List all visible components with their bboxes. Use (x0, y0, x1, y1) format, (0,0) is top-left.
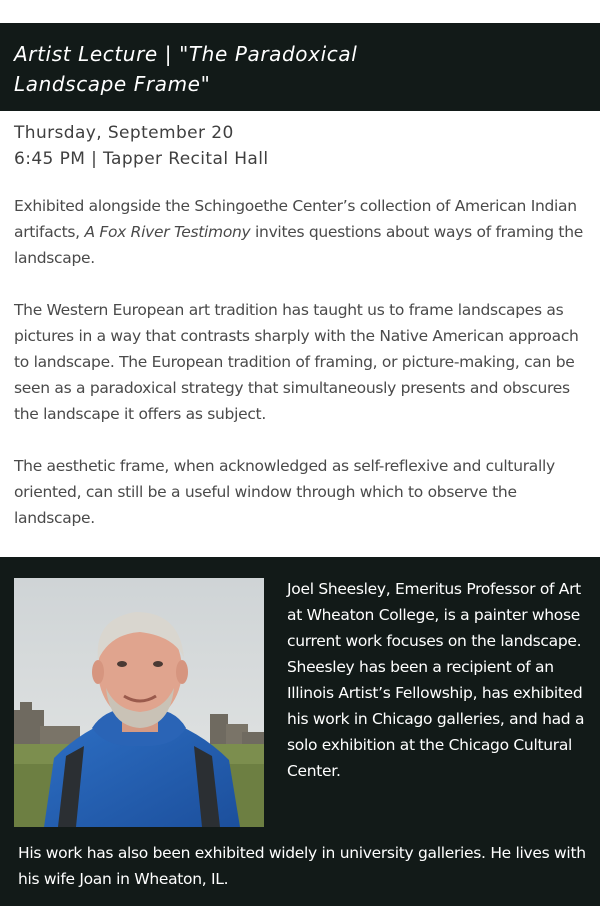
title-banner (0, 23, 600, 111)
lecture-title (14, 39, 586, 99)
paragraph-1-intro: Exhibited alongside the Schingoethe Center’s collection of American Indian artifacts, (14, 197, 577, 241)
paragraph-1-end: invites questions about ways of framing the landscape. (14, 223, 583, 267)
description-paragraph-2: The Western European art tradition has taught us to frame landscapes as pictures in a way that contrasts sharply with the Native American approach to landscape. The European tradition of framing, or picture-making, can be seen as a paradoxical strategy that simultaneously presents and obscures the landscape it offers as subject. (14, 301, 579, 423)
lecture-title-line-1: Artist Lecture | "The Paradoxical (14, 42, 358, 66)
event-date: Thursday, September 20 (14, 123, 234, 143)
artist-portrait (14, 578, 264, 827)
exhibition-title: A Fox River Testimony (84, 223, 251, 241)
artist-bio-text: Joel Sheesley, Emeritus Professor of Art at Wheaton College, is a painter whose current work focuses on the landscape. Sheesley has been a recipient of an Illinois Artist’s Fellowship, has exhibited his work in Chicago galleries, and had a solo exhibition at the Chicago Cultural Center. (287, 580, 585, 780)
event-details (0, 111, 600, 172)
description-paragraph-1 (14, 193, 590, 271)
lecture-description (0, 193, 600, 531)
description-paragraph-3: The aesthetic frame, when acknowledged as self-reflexive and culturally oriented, can still be a useful window through which to observe the landscape. (14, 457, 555, 527)
artist-bio-section (0, 557, 600, 906)
top-spacer (0, 0, 600, 23)
lecture-title-line-2: Landscape Frame" (14, 72, 211, 96)
event-time-location: 6:45 PM | Tapper Recital Hall (14, 149, 269, 169)
artist-bio-continued: His work has also been exhibited widely in university galleries. He lives with his wife Joan in Wheaton, IL. (18, 844, 586, 888)
